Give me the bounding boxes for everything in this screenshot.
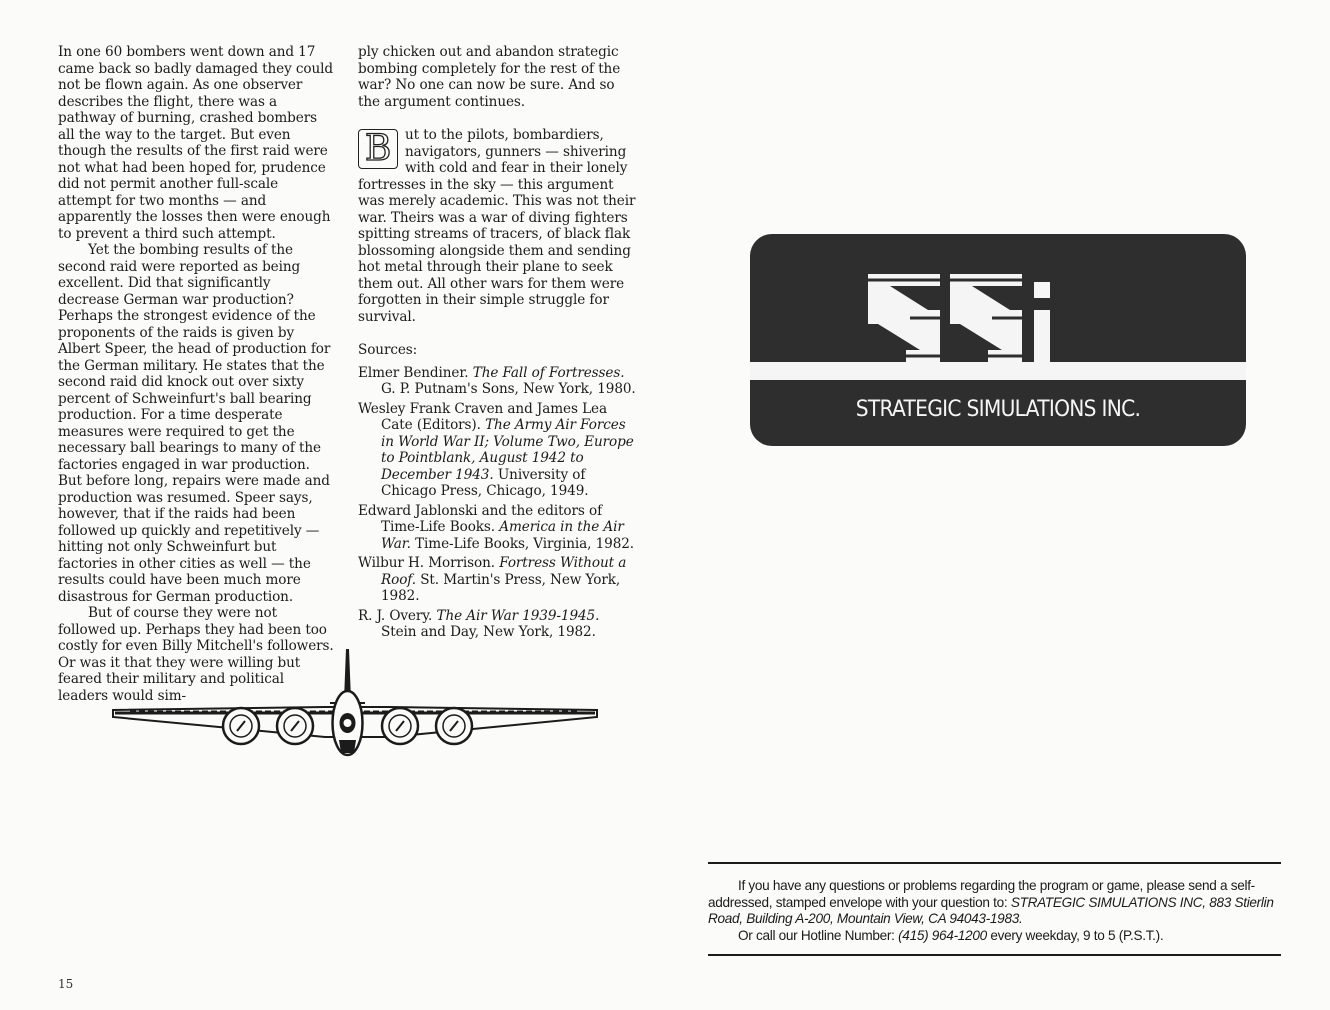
source-entry xyxy=(358,365,638,398)
source-title: America in the Air War. xyxy=(381,519,624,552)
source-entry xyxy=(358,503,638,553)
paragraph: Yet the bombing results of the second raid were reported as being excellent. Did that significantly decrease German war production? Perhaps the strongest evidence of the proponents of the raids is given by Albert Speer, the head of production for the German military. He states that the second raid did knock out over sixty percent of Schweinfurt's ball bearing production. For a time desperate measures were required to get the necessary ball bearings to many of the factories engaged in war production. But before long, repairs were made and production was resumed. Speer says, however, that if the raids had been followed up quickly and repetitively — hitting not only Schweinfurt but factories in other cities as well — the results could have been much more disastrous for German production. xyxy=(58,242,331,605)
source-author: R. J. Overy. xyxy=(358,607,433,624)
notice-text: Or call our Hotline Number: xyxy=(738,927,895,943)
paragraph: ply chicken out and abandon strategic bombing completely for the rest of the war? No one can now be sure. And so the argument continues. xyxy=(358,44,621,110)
drop-cap: B xyxy=(358,129,398,169)
source-publisher: Time-Life Books, Virginia, 1982. xyxy=(415,535,635,552)
paragraph-text: ut to the pilots, bombardiers, navigators, gunners — shivering with cold and fear in their lonely fortresses in the sky — this argument was merely academic. This was not their war. Theirs was a war of diving fighters spitting streams of tracers, of black flak blossoming alongside them and sending hot metal through their plane to seek them out. All other wars for them were forgotten in their simple struggle for survival. xyxy=(358,127,636,325)
contact-notice xyxy=(708,862,1281,956)
text-column-2 xyxy=(358,44,638,644)
ssi-logo xyxy=(750,234,1246,446)
notice-line xyxy=(708,928,1281,945)
hotline-number: (415) 964-1200 xyxy=(898,927,987,943)
sources-heading: Sources: xyxy=(358,342,418,358)
paragraph: But of course they were not followed up. Perhaps they had been too costly for even Billy Mitchell's followers. Or was it that they were willing but feared their military and political leaders would sim- xyxy=(58,605,334,704)
sources-list xyxy=(358,365,638,641)
source-publisher: St. Martin's Press, New York, 1982. xyxy=(381,571,621,604)
notice-address: STRATEGIC SIMULATIONS INC, 883 Stierlin Road, Building A-200, Mountain View, CA 94043-1983. xyxy=(708,894,1274,926)
company-name: STRATEGIC SIMULATIONS INC. xyxy=(855,397,1141,422)
notice-text: every weekday, 9 to 5 (P.S.T.). xyxy=(990,927,1164,943)
source-entry xyxy=(358,555,638,605)
source-title: The Air War 1939-1945. xyxy=(436,607,600,624)
source-title: The Fall of Fortresses. xyxy=(472,364,625,381)
b17-bomber-icon xyxy=(110,645,600,760)
right-page xyxy=(665,0,1330,1010)
source-author: Wilbur H. Morrison. xyxy=(358,555,495,571)
source-title: The Army Air Forces in World War II; Volume Two, Europe to Pointblank, August 1942 to December 1943. xyxy=(381,417,634,483)
notice-text: If you have any questions or problems regarding the program or game, please send a self-addressed, stamped envelope with your question to: xyxy=(708,878,1255,910)
page-number: 15 xyxy=(58,977,74,991)
text-column-1 xyxy=(58,44,335,704)
paragraph xyxy=(358,127,638,325)
source-author: Elmer Bendiner. xyxy=(358,364,469,381)
notice-line xyxy=(708,878,1281,928)
source-entry xyxy=(358,401,638,500)
source-entry xyxy=(358,608,638,641)
source-title: Fortress Without a Roof. xyxy=(381,555,627,588)
paragraph: In one 60 bombers went down and 17 came back so badly damaged they could not be flown again. As one observer describes the flight, there was a pathway of burning, crashed bombers all the way to the target. But even though the results of the first raid were not what had been hoped for, prudence did not permit another full-scale attempt for two months — and apparently the losses then were enough to prevent a third such attempt. xyxy=(58,44,334,242)
source-author: Wesley Frank Craven and James Lea Cate (Editors). xyxy=(358,400,607,433)
source-author: Edward Jablonski and the editors of Time-Life Books. xyxy=(358,502,603,535)
source-publisher: Stein and Day, New York, 1982. xyxy=(381,624,596,640)
source-publisher: University of Chicago Press, Chicago, 1949. xyxy=(381,466,589,499)
source-publisher: G. P. Putnam's Sons, New York, 1980. xyxy=(381,381,636,397)
